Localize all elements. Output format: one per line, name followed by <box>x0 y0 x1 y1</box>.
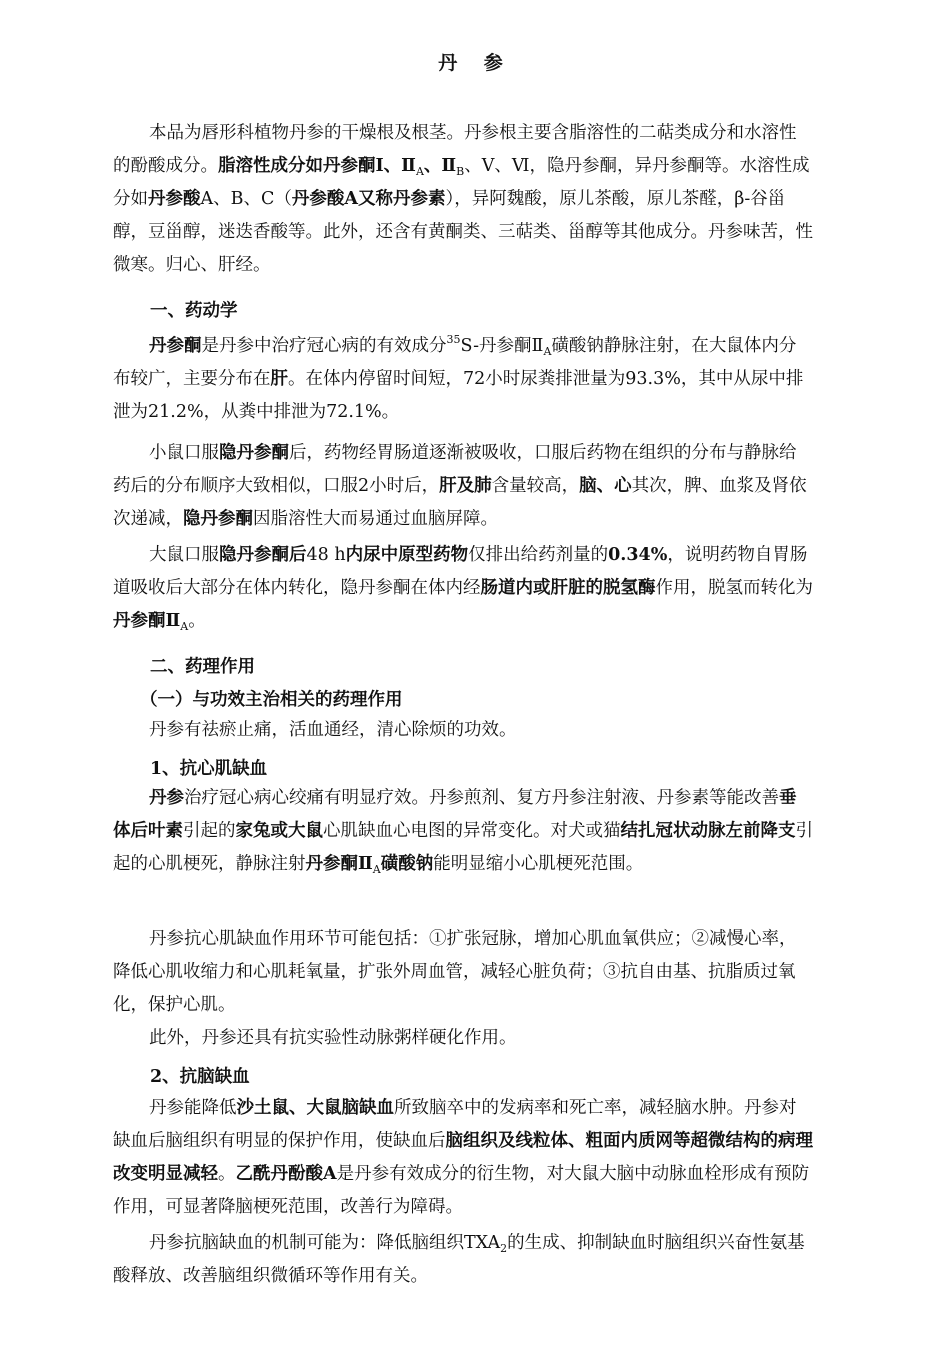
subsection-heading: （一）与功效主治相关的药理作用 <box>140 690 403 710</box>
intro-paragraph: 本品为唇形科植物丹参的干燥根及根茎。丹参根主要含脂溶性的二萜类成分和水溶性的酚酸成分。脂溶性成分如丹参酮Ⅰ、$Ⅱ_A$、$Ⅱ_B$、Ⅴ、Ⅵ，隐丹参酮，异丹参酮等。水溶性成分如丹参酸A、B、C（丹参酸A又称丹参素），异阿魏酸，原儿茶酸，原儿茶醛，β-谷甾醇，豆甾醇，迷迭香酸等。此外，还含有黄酮类、三萜类、甾醇等其他成分。丹参味苦，性微寒。归心、肝经。 <box>113 123 813 275</box>
section-heading-pharmacology: 二、药理作用 <box>150 657 255 677</box>
heading-anti-myocardial-ischemia: 1、抗心肌缺血 <box>150 759 268 779</box>
paragraph-myocardial: 丹参治疗冠心病心绞痛有明显疗效。丹参煎剂、复方丹参注射液、丹参素等能改善垂体后叶素引起的家兔或大鼠心肌缺血心电图的异常变化。对犬或猫结扎冠状动脉左前降支引起的心肌梗死，静脉注射丹参酮$Ⅱ_A$磺酸钠能明显缩小心肌梗死范围。 <box>113 788 813 876</box>
paragraph-cryptotanshinone-mice: 小鼠口服隐丹参酮后，药物经胃肠道逐渐被吸收，口服后药物在组织的分布与静脉给药后的分布顺序大致相似，口服2小时后，肝及肺含量较高，脑、心其次，脾、血浆及肾依次递减，隐丹参酮因脂溶性大而易通过血脑屏障。 <box>113 443 807 529</box>
page-title: 丹 参 <box>438 52 513 74</box>
paragraph-tanshinone: 丹参酮是丹参中治疗冠心病的有效成分$^{35}$S-丹参酮$Ⅱ_A$磺酸钠静脉注射，在大鼠体内分布较广，主要分布在肝。在体内停留时间短，72小时尿粪排泄量为93.3%，其中从尿中排泄为21.2%，从粪中排泄为72.1%。 <box>113 333 804 422</box>
section-heading-pharmacokinetics: 一、药动学 <box>150 301 238 321</box>
paragraph-atherosclerosis: 此外，丹参还具有抗实验性动脉粥样硬化作用。 <box>149 1028 517 1048</box>
paragraph-efficacy: 丹参有祛瘀止痛，活血通经，清心除烦的功效。 <box>149 720 517 740</box>
paragraph-cryptotanshinone-rats: 大鼠口服隐丹参酮后48 h内尿中原型药物仅排出给药剂量的0.34%，说明药物自胃肠道吸收后大部分在体内转化，隐丹参酮在体内经肠道内或肝脏的脱氢酶作用，脱氢而转化为丹参酮$Ⅱ_A$。 <box>113 545 813 633</box>
heading-anti-cerebral-ischemia: 2、抗脑缺血 <box>150 1067 250 1087</box>
paragraph-cerebral: 丹参能降低沙土鼠、大鼠脑缺血所致脑卒中的发病率和死亡率，减轻脑水肿。丹参对缺血后脑组织有明显的保护作用，使缺血后脑组织及线粒体、粗面内质网等超微结构的病理改变明显减轻。乙酰丹酚酸A是丹参有效成分的衍生物，对大鼠大脑中动脉血栓形成有预防作用，可显著降脑梗死范围，改善行为障碍。 <box>113 1098 813 1217</box>
paragraph-cerebral-mechanism: 丹参抗脑缺血的机制可能为：降低脑组织$TXA_2$的生成、抑制缺血时脑组织兴奋性氨基酸释放、改善脑组织微循环等作用有关。 <box>113 1233 805 1286</box>
paragraph-mechanisms: 丹参抗心肌缺血作用环节可能包括：①扩张冠脉，增加心肌血氧供应；②减慢心率，降低心肌收缩力和心肌耗氧量，扩张外周血管，减轻心脏负荷；③抗自由基、抗脂质过氧化，保护心肌。 <box>113 929 797 1015</box>
